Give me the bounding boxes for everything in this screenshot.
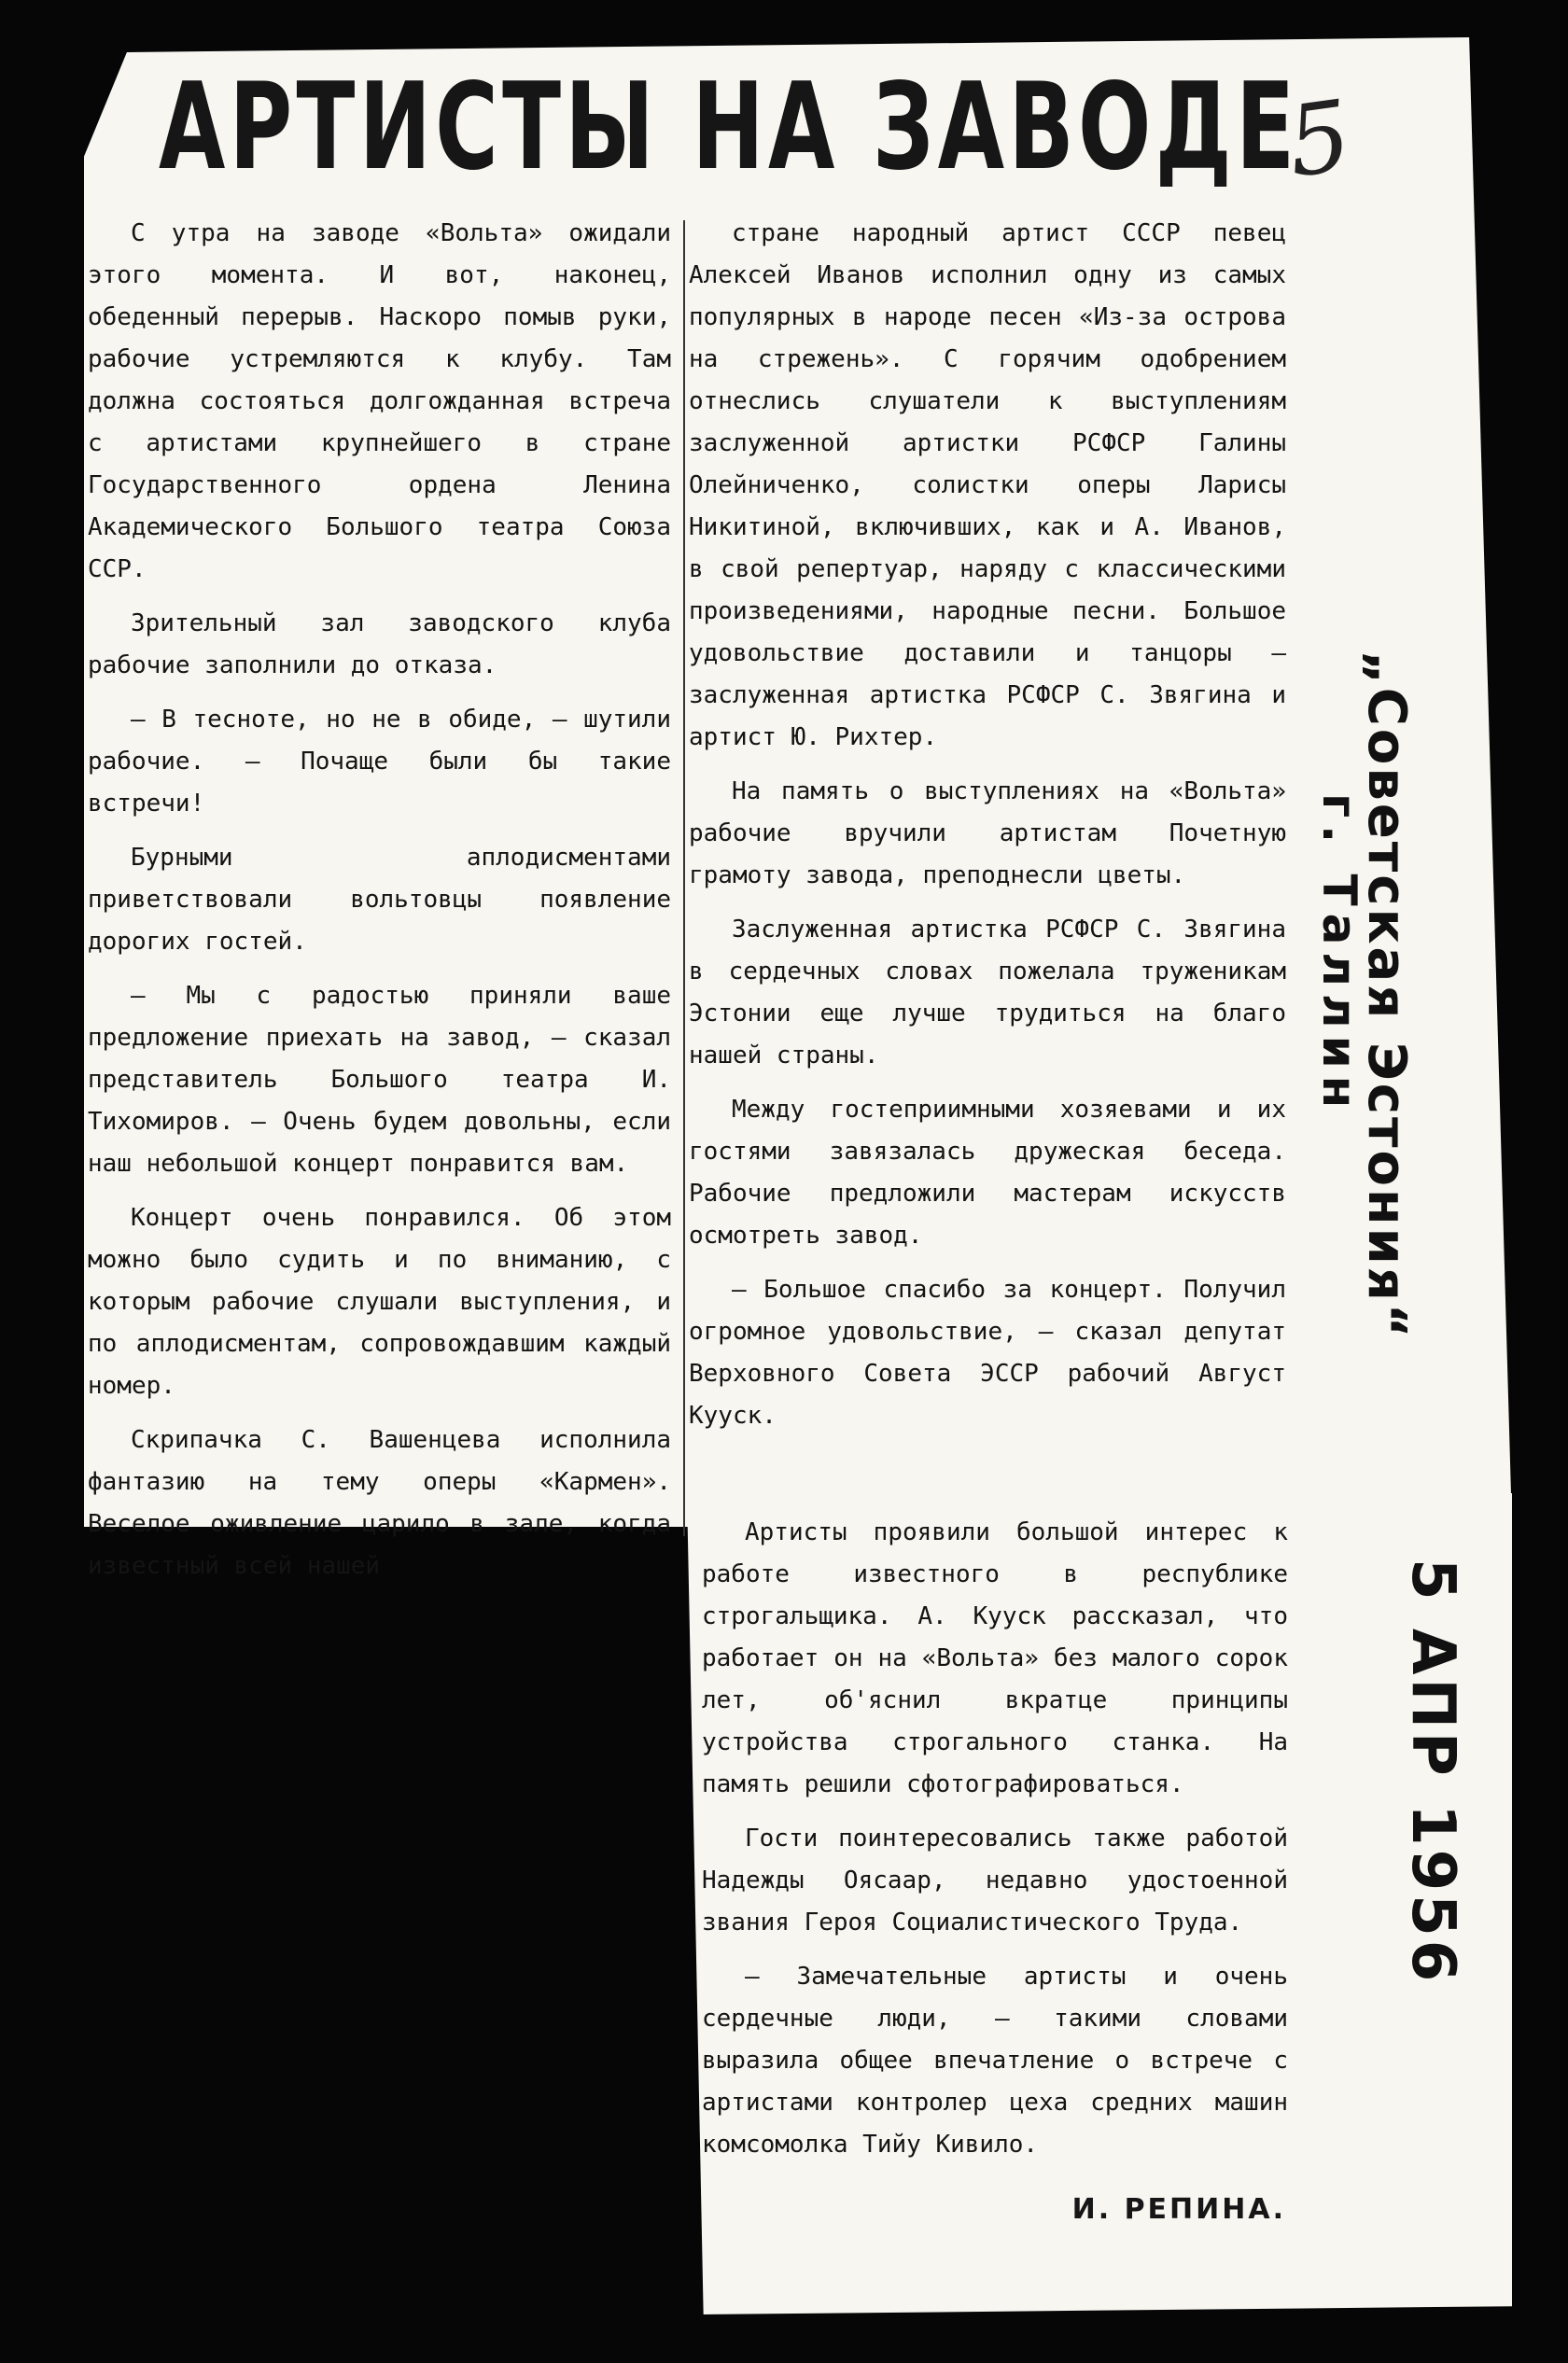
paragraph: — Замечательные артисты и очень сердечные люди, — такими словами выразила общее впечатление о встрече с артистами контролер цеха средних машин комсомолка Тийу Кивило. (702, 1963, 1288, 2159)
article-headline: АРТИСТЫ НА ЗАВОДЕ (159, 58, 1299, 197)
stamp-city: г. Таллин (1312, 793, 1366, 1116)
handwritten-page-mark: 5 (1281, 77, 1358, 200)
paragraph: — В тесноте, но не в обиде, — шутили рабочие. — Почаще были бы такие встречи! (88, 706, 671, 818)
paragraph: Между гостеприимными хозяевами и их гостями завязалась дружеская беседа. Рабочие предложили мастерам искусств осмотреть завод. (689, 1096, 1286, 1250)
paragraph: — Мы с радостью приняли ваше предложение приехать на завод, — сказал представитель Большого театра И. Тихомиров. — Очень будем довольны, если наш небольшой концерт понравится вам. (88, 982, 671, 1178)
paragraph: Зрительный зал заводского клуба рабочие заполнили до отказа. (88, 609, 671, 679)
article-column-right-bottom (702, 1512, 1288, 2178)
paragraph: Гости поинтересовались также работой Надежды Оясаар, недавно удостоенной звания Героя Социалистического Труда. (702, 1825, 1288, 1937)
paragraph: На память о выступлениях на «Вольта» рабочие вручили артистам Почетную грамоту завода, преподнесли цветы. (689, 777, 1286, 889)
paragraph: Артисты проявили большой интерес к работе известного в республике строгальщика. А. Кууск рассказал, что работает он на «Вольта» без малого сорок лет, об'яснил вкратце принципы устройства строгального станка. На память решили сфотографироваться. (702, 1518, 1288, 1798)
paragraph: стране народный артист СССР певец Алексей Иванов исполнил одну из самых популярных в народе песен «Из-за острова на стрежень». С горячим одобрением отнеслись слушатели к выступлениям заслуженной артистки РСФСР Галины Олейниченко, солистки оперы Ларисы Никитиной, включивших, как и А. Иванов, в свой репертуар, наряду с классическими произведениями, народные песни. Большое удовольствие доставили и танцоры — заслуженная артистка РСФСР С. Звягина и артист Ю. Рихтер. (689, 219, 1286, 751)
paragraph: — Большое спасибо за концерт. Получил огромное удовольствие, — сказал депутат Верховного Совета ЭССР рабочий Август Кууск. (689, 1276, 1286, 1430)
paragraph: Бурными аплодисментами приветствовали вольтовцы появление дорогих гостей. (88, 844, 671, 956)
paragraph: Скрипачка С. Вашенцева исполнила фантазию на тему оперы «Кармен». Веселое оживление царило в зале, когда известный всей нашей (88, 1426, 671, 1580)
article-column-left (88, 213, 671, 1600)
paragraph: Концерт очень понравился. Об этом можно было судить и по вниманию, с которым рабочие слушали выступления, и по аплодисментам, сопровождавшим каждый номер. (88, 1204, 671, 1400)
paragraph: Заслуженная артистка РСФСР С. Звягина в сердечных словах пожелала труженикам Эстонии еще лучше трудиться на благо нашей страны. (689, 916, 1286, 1070)
column-divider (683, 220, 685, 1536)
author-signature: И. РЕПИНА. (1071, 2193, 1286, 2226)
article-column-right-top (689, 213, 1286, 1449)
stamp-date: 5 АПР 1956 (1398, 1559, 1467, 1986)
paragraph: С утра на заводе «Вольта» ожидали этого момента. И вот, наконец, обеденный перерыв. Наскоро помыв руки, рабочие устремляются к клубу. Там должна состояться долгожданная встреча с артистами крупнейшего в стране Государственного ордена Ленина Академического Большого театра Союза ССР. (88, 219, 671, 583)
stamp-newspaper-name: „Советская Эстония“ (1356, 650, 1417, 1341)
